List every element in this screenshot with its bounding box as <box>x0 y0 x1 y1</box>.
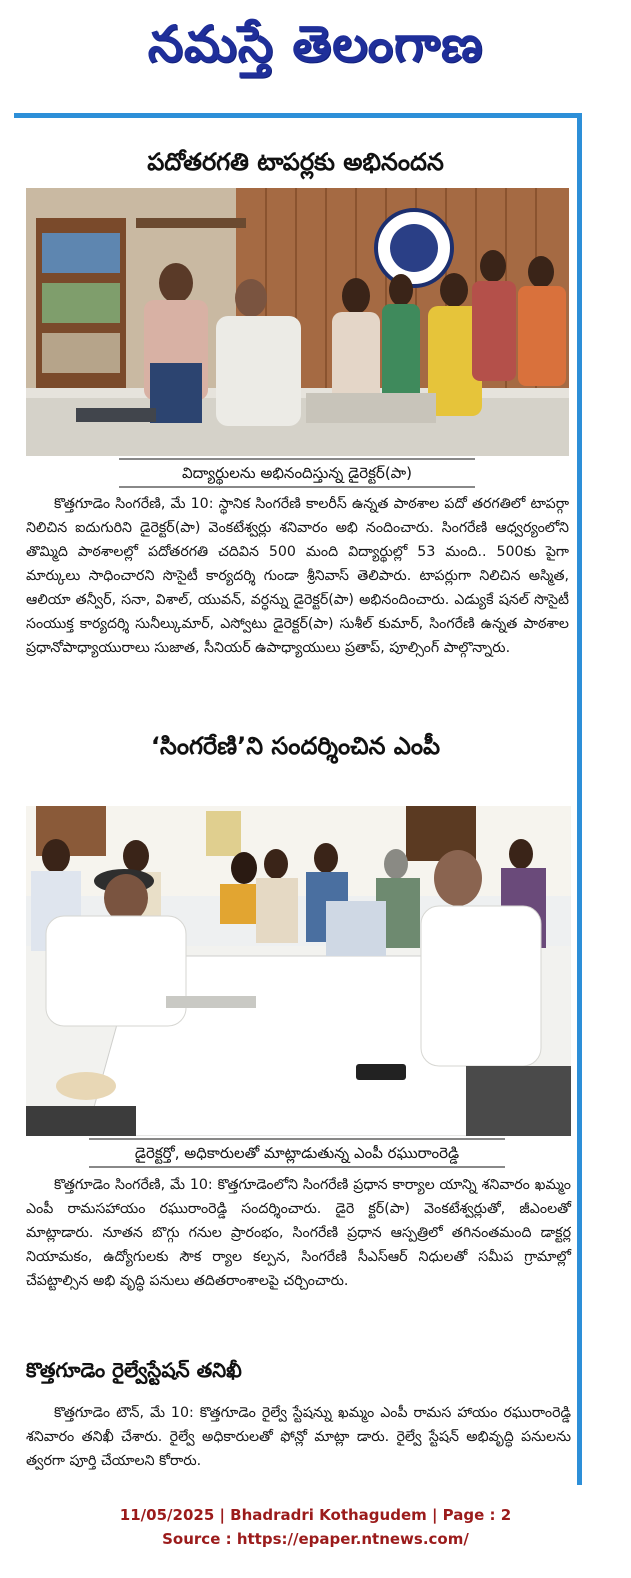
footer-dateline: 11/05/2025 | Bhadradri Kothagudem | Page : 2 <box>119 1506 512 1524</box>
story3-body-paragraph: కొత్తగూడెం టౌన్, మే 10: కొత్తగూడెం రైల్వే స్టేషన్ను ఖమ్మం ఎంపీ రామస హాయం రఘురాంరెడ్డి శనివారం తనిఖీ చేశారు. రైల్వే అధికారులతో ఫోన్లో మాట్లా డారు. రైల్వే స్టేషన్ అభివృద్ధి పనులను త్వరగా పూర్తి చేయాలని కోరారు. <box>26 1405 571 1469</box>
story2-photo <box>26 806 571 1136</box>
story2-body <box>26 1173 571 1293</box>
story2-headline: ‘సింగరేణి’ని సందర్శించిన ఎంపీ <box>150 732 441 760</box>
story1-photo <box>26 188 569 456</box>
story1-headline: పదోతరగతి టాపర్లకు అభినందన <box>147 148 444 176</box>
newspaper-title: నమస్తే తెలంగాణ <box>147 14 484 73</box>
news-clipping <box>14 113 582 1485</box>
masthead <box>0 0 631 100</box>
story1-caption: విద్యార్థులను అభినందిస్తున్న డైరెక్టర్(పా) <box>119 458 475 488</box>
story2-body-paragraph: కొత్తగూడెం సింగరేణి, మే 10: కొత్తగూడెంలోని సింగరేణి ప్రధాన కార్యాల యాన్ని శనివారం ఖమ్మం ఎంపీ రామసహాయం రఘురాంరెడ్డి సందర్శించారు. డైరె క్టర్(పా) వెంకటేశ్వర్లుతో, జీఎంలతో మాట్లాడారు. నూతన బొగ్గు గనుల ప్రారంభం, సింగరేణి ప్రధాన ఆస్పత్రిలో తగినంతమంది డాక్టర్ల నియామకం, ఉద్యోగులకు సౌక ర్యాల కల్పన, సింగరేణి సీఎస్ఆర్ నిధులతో సమీప గ్రామాల్లో చేపట్టాల్సిన అభి వృద్ధి పనులు తదితరాంశాలపై చర్చించారు. <box>26 1177 571 1289</box>
story3-headline: కొత్తగూడెం రైల్వేస్టేషన్ తనిఖీ <box>26 1358 242 1382</box>
story1-body-paragraph: కొత్తగూడెం సింగరేణి, మే 10: స్థానిక సింగరేణి కాలరీస్ ఉన్నత పాఠశాల పదో తరగతిలో టాపర్గా నిలిచిన ఐదుగురిని డైరెక్టర్(పా) వెంకటేశ్వర్లు శనివారం అభి నందించారు. సింగరేణి ఆధ్వర్యంలోని తొమ్మిది పాఠశాలల్లో పదోతరగతి చదివిన 500 మంది విద్యార్థుల్లో 53 మంది.. 500కు పైగా మార్కులు సాధించారని సొసైటీ కార్యదర్శి గుండా శ్రీనివాస్ తెలిపారు. టాపర్లుగా నిలిచిన అస్మిత, ఆలియా తన్వీర్, సనా, విశాల్, యువన్, వర్ధన్ను డైరెక్టర్(పా) అభినందించారు. ఎడ్యుకే షనల్ సొసైటీ సంయుక్త కార్యదర్శి సునీల్కుమార్, ఎస్వోటు డైరెక్టర్(పా) సుశీల్ కుమార్, సింగరేణి ఉన్నత పాఠశాల ప్రధానోపాధ్యాయురాలు సుజాత, సీనియర్ ఉపాధ్యాయులు ప్రతాప్, పూల్సింగ్ పాల్గొన్నారు. <box>26 496 569 656</box>
story3-body <box>26 1401 571 1473</box>
story2-caption: డైరెక్టర్తో, అధికారులతో మాట్లాడుతున్న ఎంపీ రఘురాంరెడ్డి <box>89 1138 505 1168</box>
footer-source: Source : https://epaper.ntnews.com/ <box>162 1530 469 1548</box>
story1-body <box>26 492 569 660</box>
